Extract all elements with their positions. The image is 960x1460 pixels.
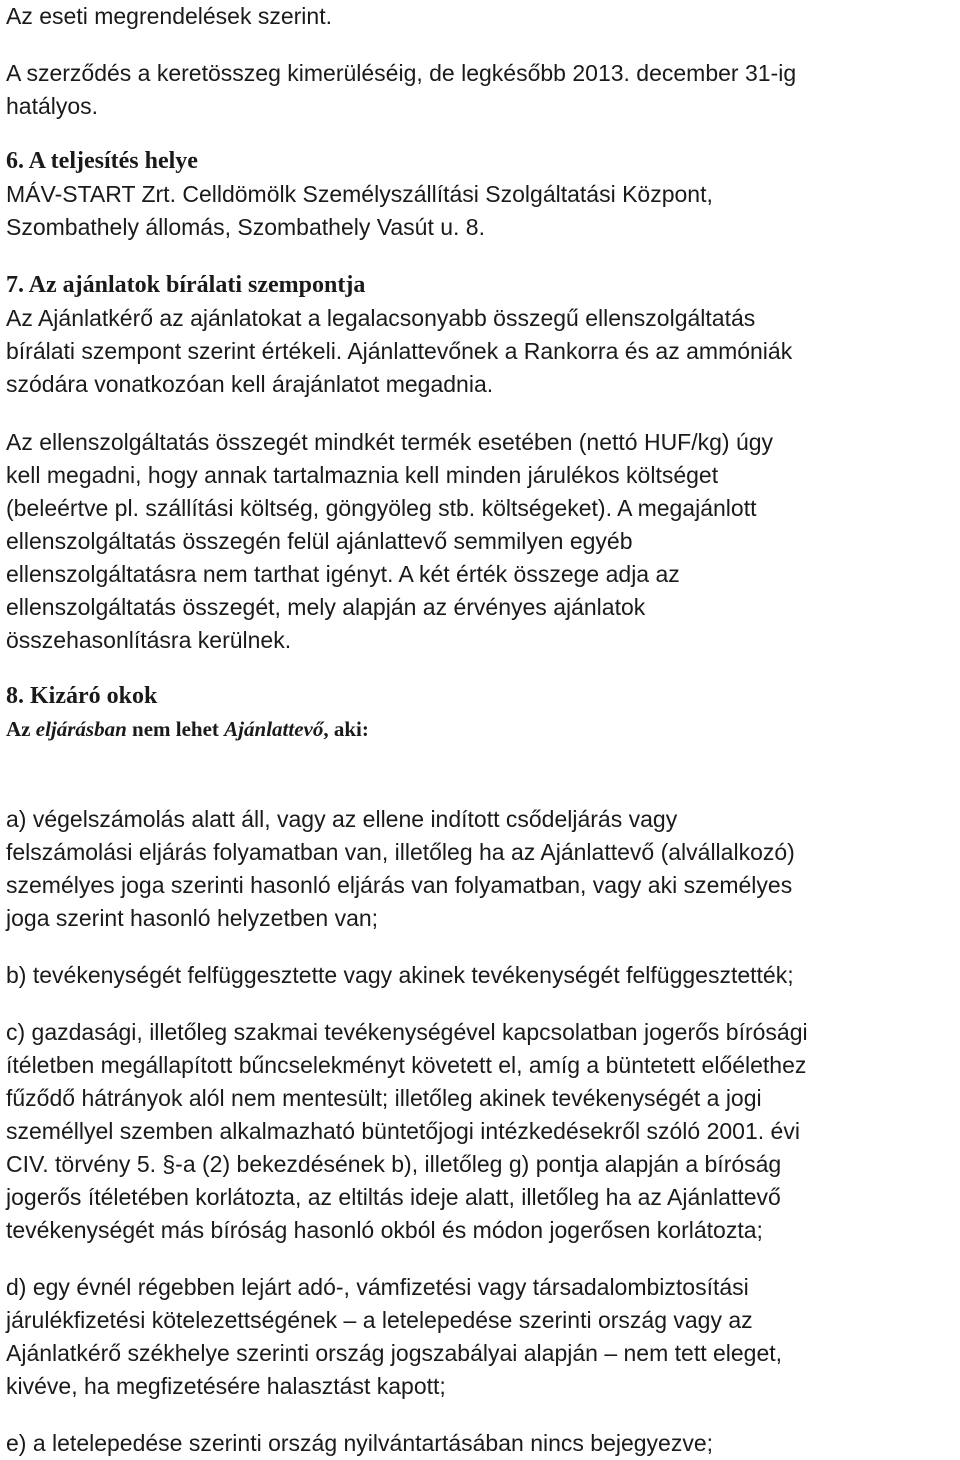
exclusion-item-d: [6, 1271, 951, 1403]
section-heading: 6. A teljesítés helye: [6, 148, 198, 174]
section-6: [6, 145, 951, 244]
section-8: [6, 680, 951, 745]
text-line: Szombathely állomás, Szombathely Vasút u. 8.: [6, 214, 485, 240]
subheading-text: Az: [6, 717, 36, 741]
subheading-text: nem lehet: [126, 717, 225, 741]
text-line: ellenszolgáltatás összegén felül ajánlattevő semmilyen egyéb: [6, 528, 633, 554]
section-7: [6, 269, 951, 401]
section-7-paragraph-1: [6, 302, 951, 401]
text-line: személyes joga szerinti hasonló eljárás van folyamatban, vagy aki személyes: [6, 872, 793, 898]
text-line: d) egy évnél régebben lejárt adó-, vámfizetési vagy társadalombiztosítási: [6, 1274, 749, 1300]
text-line: Az eseti megrendelések szerint.: [6, 3, 332, 29]
exclusion-item-b: [6, 959, 951, 992]
section-8-subheading: [6, 713, 951, 745]
text-line: ellenszolgáltatásra nem tarthat igényt. A két érték összege adja az: [6, 561, 680, 587]
exclusion-item-e: [6, 1427, 951, 1460]
text-line: tevékenységét más bíróság hasonló okból és módon jogerősen korlátozta;: [6, 1217, 763, 1243]
text-line: Ajánlatkérő székhelye szerinti ország jogszabályai alapján – nem tett eleget,: [6, 1340, 783, 1366]
text-line: CIV. törvény 5. §-a (2) bekezdésének b), illetőleg g) pontja alapján a bíróság: [6, 1151, 782, 1177]
text-line: hatályos.: [6, 93, 99, 119]
text-line: e) a letelepedése szerinti ország nyilvántartásában nincs bejegyezve;: [6, 1430, 714, 1456]
subheading-emphasis: eljárásban: [35, 717, 127, 741]
subheading-emphasis: Ajánlattevő: [224, 717, 324, 741]
exclusion-item-c: [6, 1016, 951, 1247]
text-line: ítéletben megállapított bűncselekményt követett el, amíg a büntetett előélethez: [6, 1052, 807, 1078]
text-line: jogerős ítéletében korlátozta, az eltiltás ideje alatt, illetőleg ha az Ajánlattevő: [6, 1184, 781, 1210]
subheading-text: , aki:: [323, 717, 369, 741]
intro-paragraph: [6, 0, 951, 33]
text-line: fűződő hátrányok alól nem mentesült; illetőleg akinek tevékenységét a jogi: [6, 1085, 762, 1111]
section-7-paragraph-2: [6, 426, 951, 657]
contract-duration-paragraph: [6, 57, 951, 123]
section-heading: 7. Az ajánlatok bírálati szempontja: [6, 272, 366, 298]
text-line: bírálati szempont szerint értékeli. Ajánlattevőnek a Rankorra és az ammóniák: [6, 338, 793, 364]
text-line: ellenszolgáltatás összegét, mely alapján az érvényes ajánlatok: [6, 594, 646, 620]
text-line: a) végelszámolás alatt áll, vagy az ellene indított csődeljárás vagy: [6, 806, 678, 832]
text-line: járulékfizetési kötelezettségének – a letelepedése szerinti ország vagy az: [6, 1307, 753, 1333]
exclusion-item-a: [6, 803, 951, 935]
text-line: kell megadni, hogy annak tartalmaznia kell minden járulékos költséget: [6, 462, 719, 488]
text-line: felszámolási eljárás folyamatban van, illetőleg ha az Ajánlattevő (alvállalkozó): [6, 839, 795, 865]
text-line: személlyel szemben alkalmazható büntetőjogi intézkedésekről szóló 2001. évi: [6, 1118, 800, 1144]
section-heading: 8. Kizáró okok: [6, 683, 158, 709]
text-line: Az ellenszolgáltatás összegét mindkét termék esetében (nettó HUF/kg) úgy: [6, 429, 774, 455]
text-line: (beleértve pl. szállítási költség, göngyöleg stb. költségeket). A megajánlott: [6, 495, 757, 521]
text-line: Az Ajánlatkérő az ajánlatokat a legalacsonyabb összegű ellenszolgáltatás: [6, 305, 756, 331]
text-line: c) gazdasági, illetőleg szakmai tevékenységével kapcsolatban jogerős bírósági: [6, 1019, 808, 1045]
text-line: kivéve, ha megfizetésére halasztást kapott;: [6, 1373, 446, 1399]
text-line: b) tevékenységét felfüggesztette vagy akinek tevékenységét felfüggesztették;: [6, 962, 794, 988]
text-line: MÁV-START Zrt. Celldömölk Személyszállítási Szolgáltatási Központ,: [6, 181, 713, 207]
text-line: összehasonlításra kerülnek.: [6, 627, 292, 653]
text-line: joga szerint hasonló helyzetben van;: [6, 905, 379, 931]
text-line: A szerződés a keretösszeg kimerüléséig, de legkésőbb 2013. december 31-ig: [6, 60, 797, 86]
text-line: szódára vonatkozóan kell árajánlatot megadnia.: [6, 371, 494, 397]
